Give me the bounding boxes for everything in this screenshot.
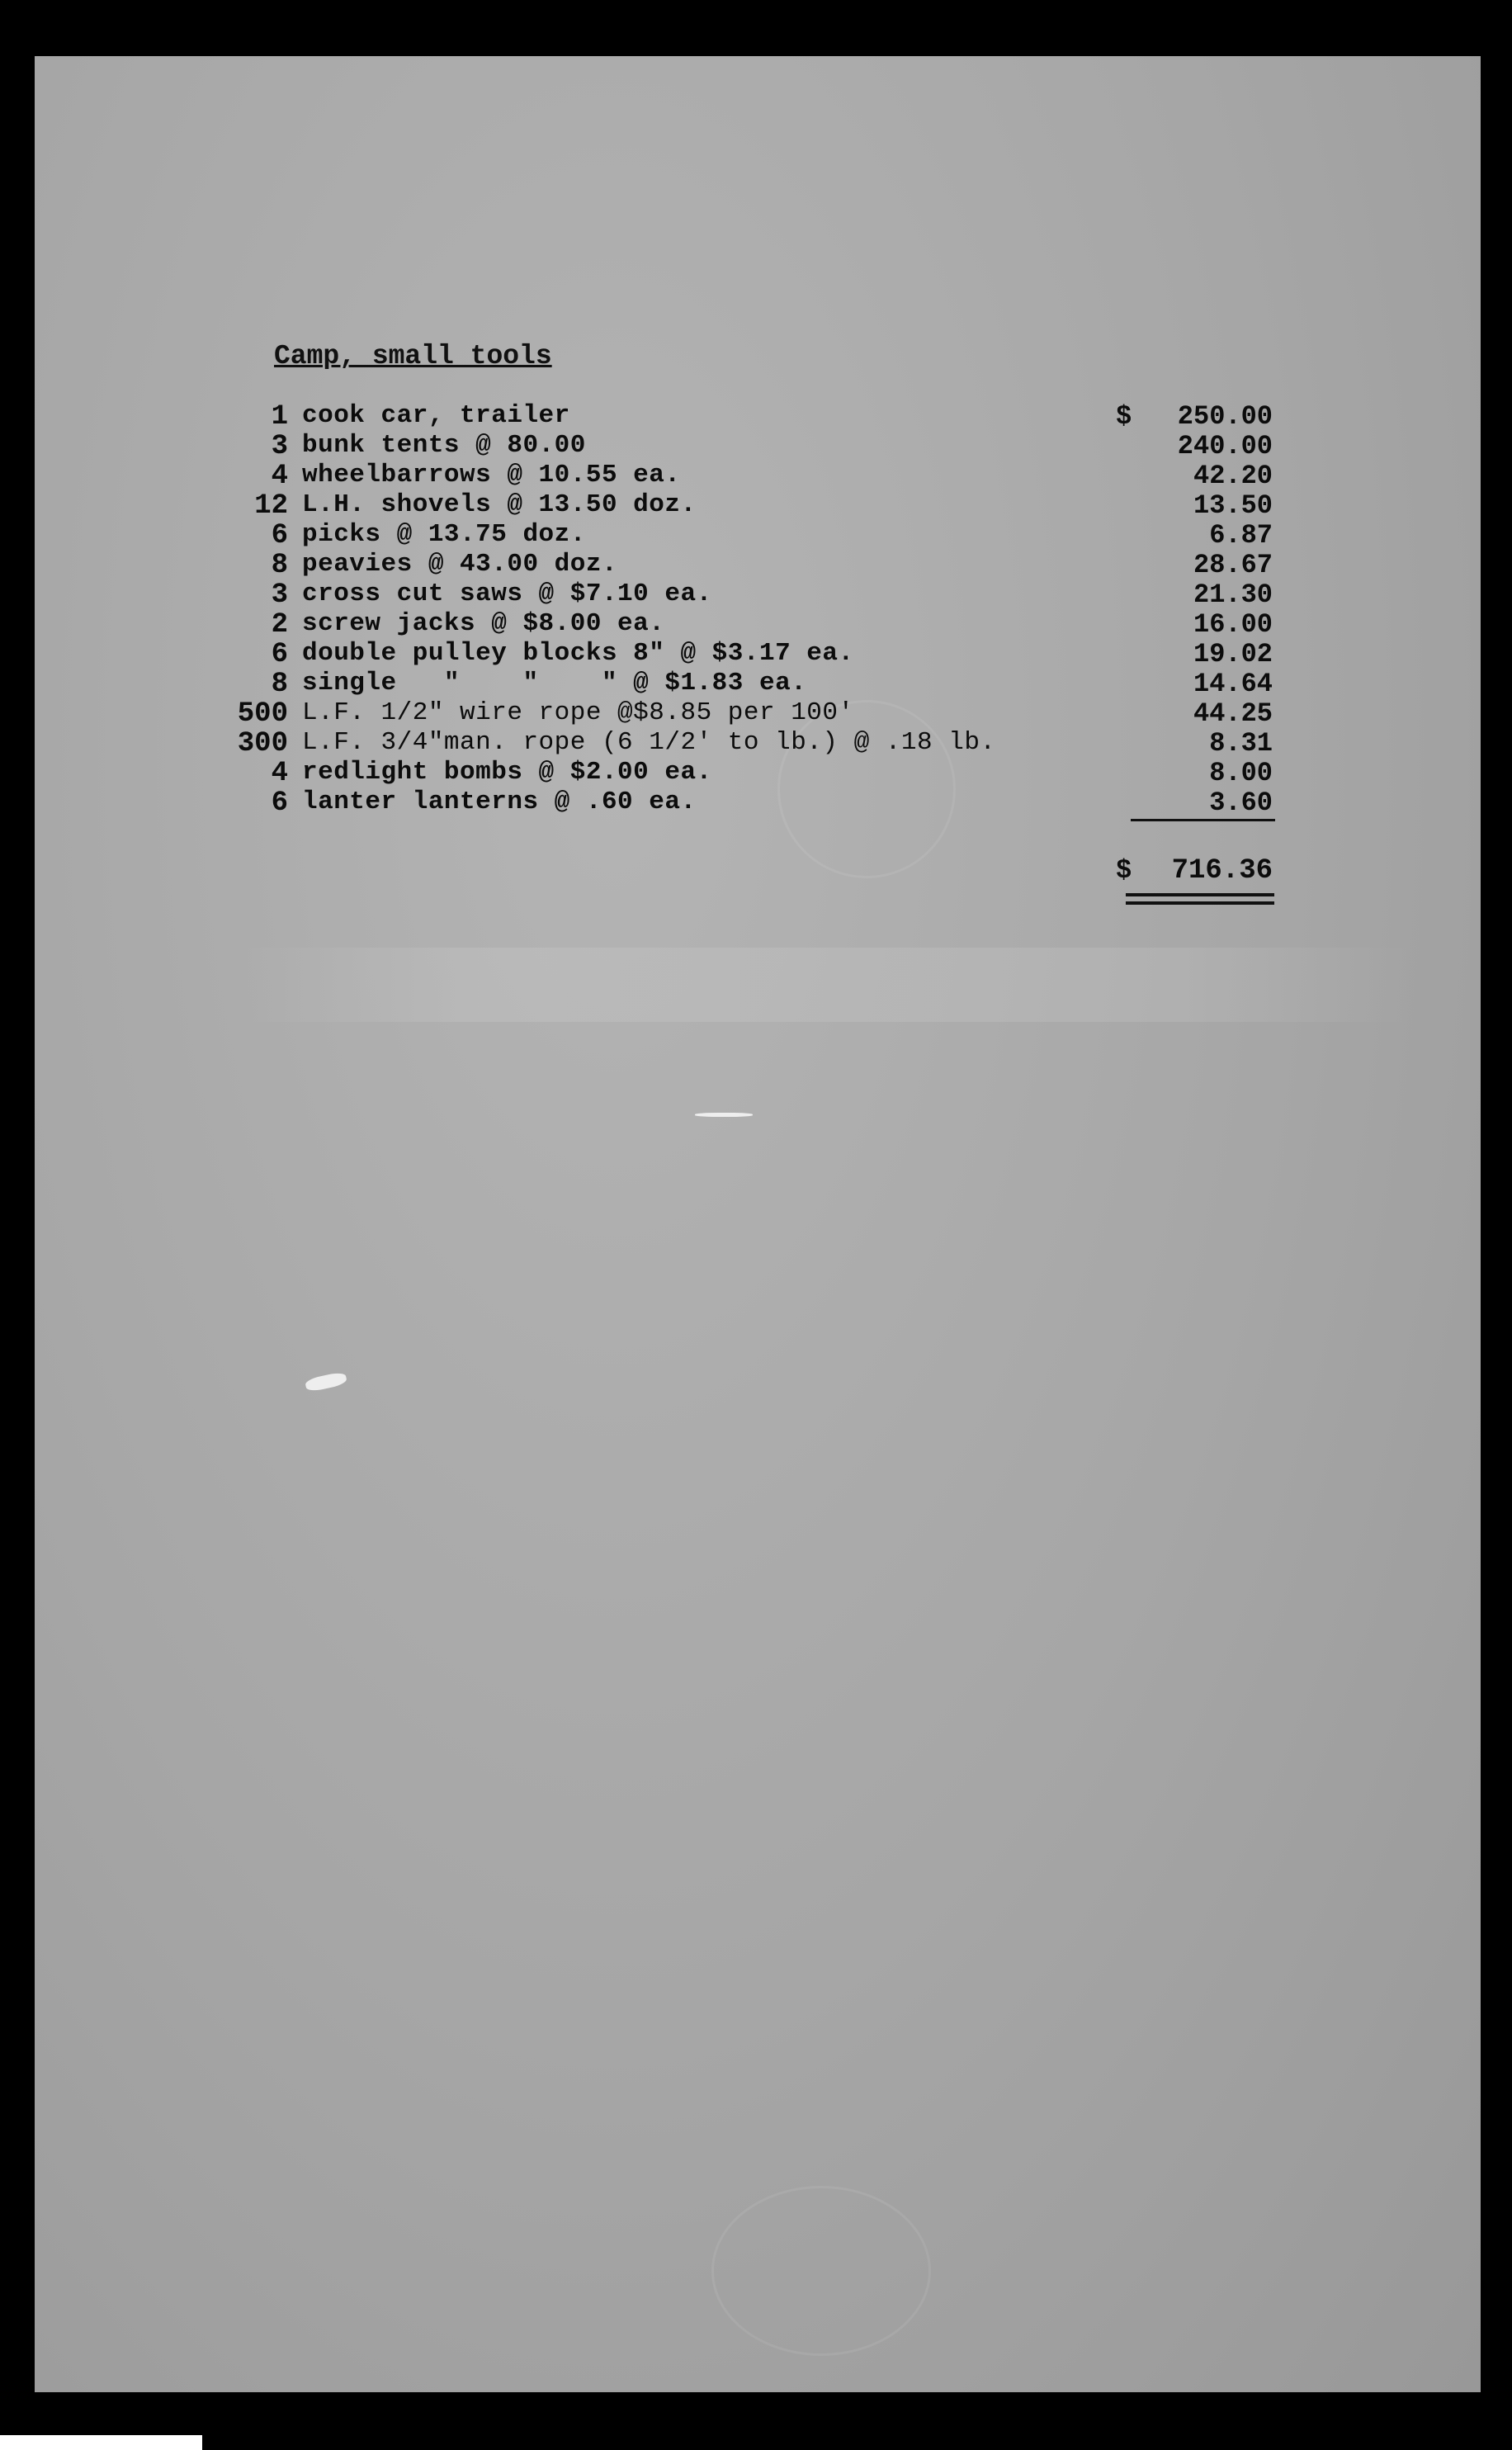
item-qty: 500	[237, 698, 288, 730]
item-description: lanter lanterns @ .60 ea.	[302, 788, 697, 816]
item-description: redlight bombs @ $2.00 ea.	[302, 758, 712, 787]
item-description: single " " " @ $1.83 ea.	[302, 669, 807, 698]
item-amount: 21.30	[1193, 579, 1273, 610]
item-qty: 3	[271, 431, 288, 462]
item-amount: 13.50	[1193, 490, 1273, 521]
item-description: cross cut saws @ $7.10 ea.	[302, 579, 712, 608]
faint-stamp-mark	[711, 2186, 931, 2356]
item-qty: 1	[271, 401, 288, 433]
item-qty: 12	[254, 490, 288, 522]
list-item	[35, 490, 1481, 520]
list-item	[35, 609, 1481, 639]
currency-symbol: $	[1116, 401, 1132, 432]
item-amount: 19.02	[1193, 639, 1273, 669]
faint-bleedthrough-text	[241, 948, 1413, 1022]
list-item	[35, 728, 1481, 758]
item-description: picks @ 13.75 doz.	[302, 520, 586, 549]
item-qty: 3	[271, 579, 288, 611]
paper-speck	[695, 1113, 753, 1117]
item-description: cook car, trailer	[302, 401, 570, 430]
list-item	[35, 669, 1481, 698]
item-description: double pulley blocks 8" @ $3.17 ea.	[302, 639, 854, 668]
total-double-rule	[1126, 893, 1274, 896]
item-description: screw jacks @ $8.00 ea.	[302, 609, 665, 638]
currency-symbol: $	[1116, 855, 1132, 886]
item-qty: 8	[271, 669, 288, 700]
item-amount: 6.87	[1209, 520, 1273, 551]
item-amount: 250.00	[1177, 401, 1273, 432]
list-item	[35, 788, 1481, 817]
item-description: wheelbarrows @ 10.55 ea.	[302, 461, 681, 490]
list-item	[35, 758, 1481, 788]
item-description: L.F. 1/2" wire rope @$8.85 per 100'	[302, 698, 854, 727]
item-description: L.F. 3/4"man. rope (6 1/2' to lb.) @ .18 lb.	[302, 728, 996, 757]
list-item	[35, 698, 1481, 728]
list-item	[35, 550, 1481, 579]
list-item	[35, 579, 1481, 609]
film-edge-tab	[0, 2435, 202, 2450]
total-double-rule	[1126, 901, 1274, 905]
item-amount: 8.31	[1209, 728, 1273, 759]
item-qty: 6	[271, 639, 288, 670]
page-title: Camp, small tools	[274, 341, 552, 371]
item-description: L.H. shovels @ 13.50 doz.	[302, 490, 697, 519]
paper-speck	[305, 1371, 347, 1393]
item-qty: 2	[271, 609, 288, 641]
item-amount: 16.00	[1193, 609, 1273, 640]
item-description: bunk tents @ 80.00	[302, 431, 586, 460]
item-amount: 8.00	[1209, 758, 1273, 788]
list-item	[35, 520, 1481, 550]
item-qty: 4	[271, 461, 288, 492]
list-item	[35, 431, 1481, 461]
item-qty: 4	[271, 758, 288, 789]
item-qty: 8	[271, 550, 288, 581]
list-item	[35, 639, 1481, 669]
total-amount: 716.36	[1171, 855, 1273, 887]
list-item	[35, 401, 1481, 431]
item-amount: 3.60	[1209, 788, 1273, 818]
item-qty: 300	[237, 728, 288, 759]
document-page	[35, 56, 1481, 2392]
subtotal-rule	[1131, 819, 1275, 821]
item-qty: 6	[271, 520, 288, 551]
list-item	[35, 461, 1481, 490]
item-qty: 6	[271, 788, 288, 819]
item-amount: 44.25	[1193, 698, 1273, 729]
item-amount: 14.64	[1193, 669, 1273, 699]
item-amount: 28.67	[1193, 550, 1273, 580]
item-amount: 42.20	[1193, 461, 1273, 491]
total-row	[35, 855, 1481, 888]
item-description: peavies @ 43.00 doz.	[302, 550, 618, 579]
item-amount: 240.00	[1177, 431, 1273, 461]
